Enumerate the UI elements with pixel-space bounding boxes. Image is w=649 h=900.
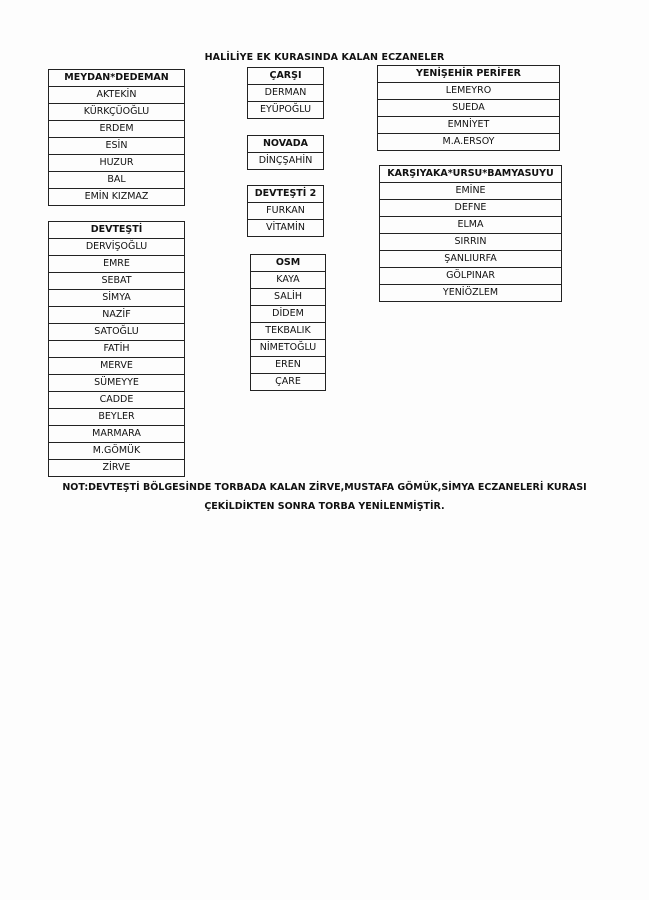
pharmacy-row [49, 290, 185, 307]
pharmacy-name: YENİÖZLEM [380, 285, 562, 302]
pharmacy-row [49, 324, 185, 341]
group-karsiyaka-ursu-bamyasuyu [379, 165, 562, 302]
pharmacy-row [251, 357, 326, 374]
group-yenisehir-perifer [377, 65, 560, 151]
group-header: YENİŞEHİR PERİFER [378, 66, 560, 83]
pharmacy-row [378, 83, 560, 100]
pharmacy-row [380, 183, 562, 200]
pharmacy-row [251, 340, 326, 357]
pharmacy-row [49, 189, 185, 206]
pharmacy-row [248, 102, 324, 119]
pharmacy-row [49, 155, 185, 172]
pharmacy-row [248, 153, 324, 170]
pharmacy-name: ERDEM [49, 121, 185, 138]
pharmacy-row [380, 285, 562, 302]
pharmacy-name: M.GÖMÜK [49, 443, 185, 460]
pharmacy-name: VİTAMİN [248, 220, 324, 237]
pharmacy-row [251, 374, 326, 391]
pharmacy-row [248, 85, 324, 102]
pharmacy-name: ELMA [380, 217, 562, 234]
pharmacy-row [380, 268, 562, 285]
group-osm [250, 254, 326, 391]
pharmacy-name: HUZUR [49, 155, 185, 172]
pharmacy-row [49, 409, 185, 426]
pharmacy-row [380, 234, 562, 251]
pharmacy-name: GÖLPINAR [380, 268, 562, 285]
pharmacy-name: EMRE [49, 256, 185, 273]
pharmacy-name: CADDE [49, 392, 185, 409]
pharmacy-row [49, 256, 185, 273]
group-meydan-dedeman [48, 69, 185, 206]
group-devtesti [48, 221, 185, 477]
pharmacy-name: ŞANLIURFA [380, 251, 562, 268]
pharmacy-row [251, 289, 326, 306]
pharmacy-name: BAL [49, 172, 185, 189]
group-novada [247, 135, 324, 170]
group-header: DEVTEŞTİ [49, 222, 185, 239]
group-header-row [248, 68, 324, 85]
pharmacy-name: MARMARA [49, 426, 185, 443]
group-header: DEVTEŞTİ 2 [248, 186, 324, 203]
group-header: NOVADA [248, 136, 324, 153]
pharmacy-row [49, 138, 185, 155]
pharmacy-name: FURKAN [248, 203, 324, 220]
pharmacy-row [49, 443, 185, 460]
pharmacy-name: SALİH [251, 289, 326, 306]
pharmacy-name: NAZİF [49, 307, 185, 324]
group-devtesti-2 [247, 185, 324, 237]
pharmacy-name: EREN [251, 357, 326, 374]
group-header-row [49, 70, 185, 87]
pharmacy-row [49, 104, 185, 121]
pharmacy-row [49, 358, 185, 375]
pharmacy-row [49, 460, 185, 477]
pharmacy-name: DERVİŞOĞLU [49, 239, 185, 256]
pharmacy-row [251, 323, 326, 340]
pharmacy-name: KÜRKÇÜOĞLU [49, 104, 185, 121]
page-title: HALİLİYE EK KURASINDA KALAN ECZANELER [204, 52, 445, 63]
pharmacy-name: DİDEM [251, 306, 326, 323]
pharmacy-name: NİMETOĞLU [251, 340, 326, 357]
pharmacy-row [49, 239, 185, 256]
note-line-2: ÇEKİLDİKTEN SONRA TORBA YENİLENMİŞTİR. [204, 501, 445, 512]
pharmacy-name: BEYLER [49, 409, 185, 426]
pharmacy-row [380, 217, 562, 234]
pharmacy-name: LEMEYRO [378, 83, 560, 100]
pharmacy-name: AKTEKİN [49, 87, 185, 104]
pharmacy-row [49, 426, 185, 443]
pharmacy-row [251, 272, 326, 289]
pharmacy-name: SÜMEYYE [49, 375, 185, 392]
group-header-row [380, 166, 562, 183]
pharmacy-row [49, 392, 185, 409]
pharmacy-name: SUEDA [378, 100, 560, 117]
group-header: MEYDAN*DEDEMAN [49, 70, 185, 87]
group-header: KARŞIYAKA*URSU*BAMYASUYU [380, 166, 562, 183]
pharmacy-name: DEFNE [380, 200, 562, 217]
note-line-1: NOT:DEVTEŞTİ BÖLGESİNDE TORBADA KALAN ZİRVE,MUSTAFA GÖMÜK,SİMYA ECZANELERİ KURASI [62, 482, 587, 493]
pharmacy-row [378, 117, 560, 134]
pharmacy-row [248, 203, 324, 220]
group-header-row [49, 222, 185, 239]
pharmacy-row [378, 134, 560, 151]
note [0, 478, 649, 516]
pharmacy-name: DERMAN [248, 85, 324, 102]
pharmacy-name: SEBAT [49, 273, 185, 290]
pharmacy-name: FATİH [49, 341, 185, 358]
pharmacy-row [49, 121, 185, 138]
pharmacy-row [380, 251, 562, 268]
pharmacy-name: TEKBALIK [251, 323, 326, 340]
pharmacy-row [49, 341, 185, 358]
group-header-row [251, 255, 326, 272]
pharmacy-name: M.A.ERSOY [378, 134, 560, 151]
pharmacy-row [251, 306, 326, 323]
pharmacy-name: MERVE [49, 358, 185, 375]
pharmacy-name: SATOĞLU [49, 324, 185, 341]
pharmacy-name: EMİNE [380, 183, 562, 200]
group-header: ÇARŞI [248, 68, 324, 85]
pharmacy-name: EYÜPOĞLU [248, 102, 324, 119]
pharmacy-row [248, 220, 324, 237]
group-header-row [378, 66, 560, 83]
pharmacy-row [49, 87, 185, 104]
pharmacy-name: ESİN [49, 138, 185, 155]
pharmacy-name: SIRRIN [380, 234, 562, 251]
group-header-row [248, 136, 324, 153]
pharmacy-name: EMİN KIZMAZ [49, 189, 185, 206]
pharmacy-row [49, 307, 185, 324]
pharmacy-name: DİNÇŞAHİN [248, 153, 324, 170]
pharmacy-row [380, 200, 562, 217]
group-header-row [248, 186, 324, 203]
pharmacy-name: ÇARE [251, 374, 326, 391]
group-header: OSM [251, 255, 326, 272]
pharmacy-row [49, 172, 185, 189]
pharmacy-name: ZİRVE [49, 460, 185, 477]
pharmacy-row [49, 273, 185, 290]
pharmacy-name: KAYA [251, 272, 326, 289]
pharmacy-row [49, 375, 185, 392]
pharmacy-row [378, 100, 560, 117]
group-carsi [247, 67, 324, 119]
pharmacy-name: SİMYA [49, 290, 185, 307]
pharmacy-name: EMNİYET [378, 117, 560, 134]
